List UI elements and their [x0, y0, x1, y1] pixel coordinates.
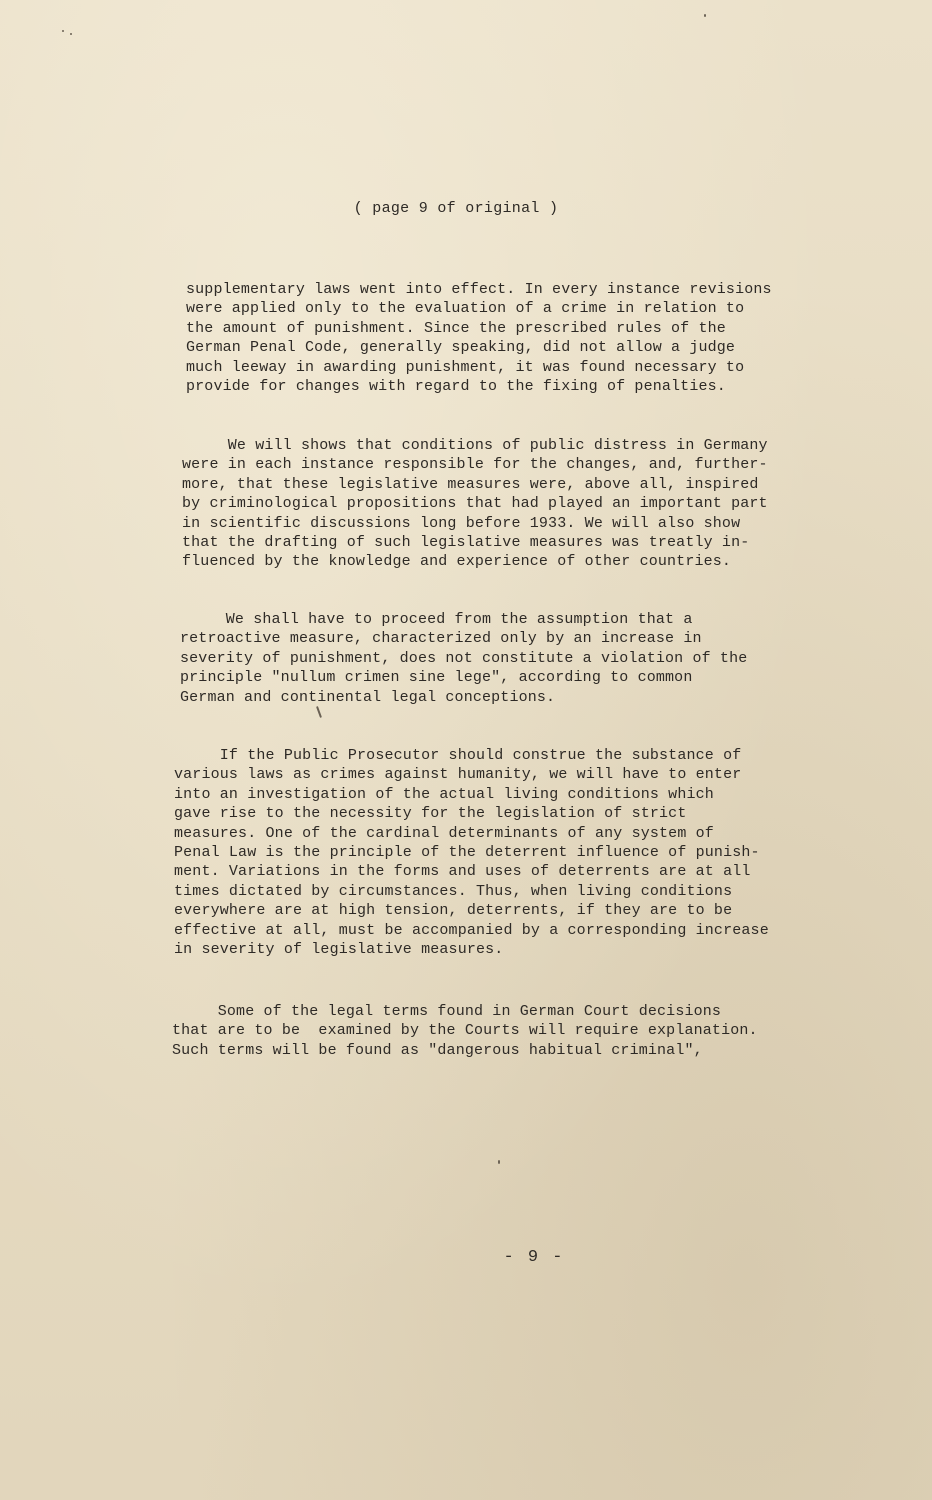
paper-speck: [704, 14, 706, 17]
text-line: that the drafting of such legislative measures was treatly in-: [182, 534, 750, 552]
text-line: by criminological propositions that had played an important part: [182, 495, 768, 513]
text-line: If the Public Prosecutor should construe the substance of: [174, 747, 742, 764]
text-line: the amount of punishment. Since the prescribed rules of the: [186, 319, 726, 337]
paper-speck: [62, 30, 64, 32]
text-line: ment. Variations in the forms and uses of deterrents are at all: [174, 863, 751, 881]
text-line: that are to be examined by the Courts will require explanation.: [172, 1022, 758, 1040]
paper-speck: [498, 1160, 500, 1164]
text-line: We will shows that conditions of public distress in Germany: [182, 437, 768, 454]
paragraph-5: [172, 1002, 822, 1060]
text-line: supplementary laws went into effect. In every instance revisions: [186, 281, 772, 298]
text-line: in severity of legislative measures.: [174, 941, 504, 959]
text-line: much leeway in awarding punishment, it was found necessary to: [186, 358, 745, 376]
paragraph-3: [180, 610, 830, 707]
page-number: - 9 -: [503, 1248, 565, 1267]
text-line: into an investigation of the actual living conditions which: [174, 785, 714, 803]
text-line: retroactive measure, characterized only by an increase in: [180, 630, 702, 648]
text-line: Some of the legal terms found in German Court decisions: [172, 1003, 722, 1020]
text-line: Such terms will be found as "dangerous habitual criminal",: [172, 1041, 703, 1059]
text-line: gave rise to the necessity for the legislation of strict: [174, 805, 687, 823]
text-line: German and continental legal conceptions.: [180, 688, 556, 706]
page-header: ( page 9 of original ): [353, 200, 559, 217]
text-line: were applied only to the evaluation of a crime in relation to: [186, 300, 745, 318]
paper-speck: [70, 33, 72, 35]
text-line: times dictated by circumstances. Thus, when living conditions: [174, 882, 733, 900]
text-line: more, that these legislative measures were, above all, inspired: [182, 475, 759, 493]
text-line: severity of punishment, does not constitute a violation of the: [180, 649, 748, 667]
text-line: German Penal Code, generally speaking, did not allow a judge: [186, 339, 736, 357]
text-line: everywhere are at high tension, deterrents, if they are to be: [174, 902, 733, 920]
text-line: various laws as crimes against humanity, we will have to enter: [174, 766, 742, 784]
text-line: were in each instance responsible for the changes, and, further-: [182, 456, 768, 474]
text-line: provide for changes with regard to the fixing of penalties.: [186, 378, 726, 396]
paragraph-4: [174, 746, 824, 959]
text-line: We shall have to proceed from the assumption that a: [180, 611, 693, 628]
text-line: effective at all, must be accompanied by a corresponding increase: [174, 921, 769, 939]
text-line: Penal Law is the principle of the deterrent influence of punish-: [174, 844, 760, 862]
text-line: principle "nullum crimen sine lege", according to common: [180, 669, 693, 687]
paper-speck: [316, 706, 322, 718]
paragraph-1: [186, 280, 836, 396]
paragraph-2: [182, 436, 832, 572]
text-line: in scientific discussions long before 1933. We will also show: [182, 514, 741, 532]
text-line: fluenced by the knowledge and experience of other countries.: [182, 553, 732, 571]
text-line: measures. One of the cardinal determinants of any system of: [174, 824, 714, 842]
